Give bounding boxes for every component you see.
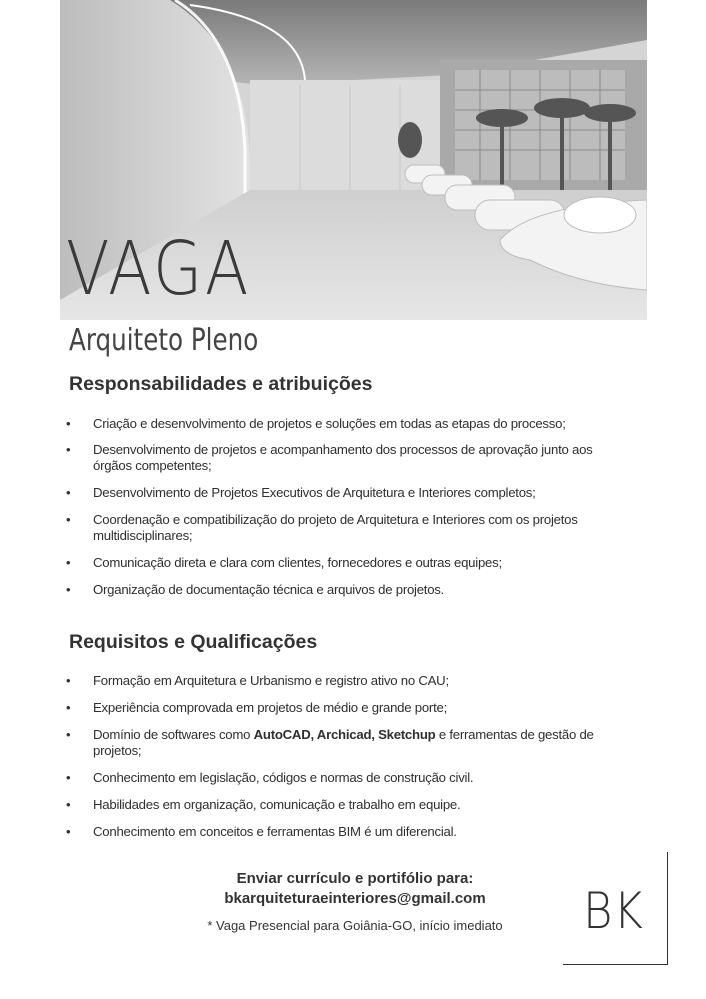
software-outro: e ferramentas de gestão de projetos; (93, 727, 594, 758)
software-intro: Domínio de softwares como (93, 727, 254, 742)
responsibilities-list (66, 416, 626, 608)
list-item: • Organização de documentação técnica e arquivos de projetos. (66, 582, 626, 598)
logo-text: BK (583, 882, 644, 940)
headline-title: VAGA (66, 226, 252, 312)
contact-email[interactable]: bkarquiteturaeinteriores@gmail.com (224, 890, 486, 907)
list-item (66, 727, 626, 759)
list-item: • Desenvolvimento de Projetos Executivos de Arquitetura e Interiores completos; (66, 485, 626, 501)
section-title-responsibilities: Responsabilidades e atribuições (69, 373, 373, 395)
list-item: • Desenvolvimento de projetos e acompanhamento dos processos de aprovação junto aos órgãos competentes; (66, 442, 626, 474)
bk-logo (563, 852, 668, 965)
list-item: • Formação em Arquitetura e Urbanismo e registro ativo no CAU; (66, 673, 626, 689)
list-item: • Coordenação e compatibilização do projeto de Arquitetura e Interiores com os projetos multidisciplinares; (66, 512, 626, 544)
list-item: • Conhecimento em conceitos e ferramentas BIM é um diferencial. (66, 824, 626, 840)
contact-label: Enviar currículo e portifólio para: (236, 870, 474, 887)
list-item: • Conhecimento em legislação, códigos e normas de construção civil. (66, 770, 626, 786)
location-note: * Vaga Presencial para Goiânia-GO, início imediato (207, 918, 503, 933)
list-item: • Habilidades em organização, comunicação e trabalho em equipe. (66, 797, 626, 813)
list-item: • Experiência comprovada em projetos de médio e grande porte; (66, 700, 626, 716)
job-title: Arquiteto Pleno (69, 323, 259, 358)
section-title-requirements: Requisitos e Qualificações (69, 631, 318, 653)
requirements-list (66, 673, 626, 850)
list-item: • Comunicação direta e clara com clientes, fornecedores e outras equipes; (66, 555, 626, 571)
list-item: • Criação e desenvolvimento de projetos e soluções em todas as etapas do processo; (66, 416, 626, 432)
software-names: AutoCAD, Archicad, Sketchup (253, 727, 436, 742)
